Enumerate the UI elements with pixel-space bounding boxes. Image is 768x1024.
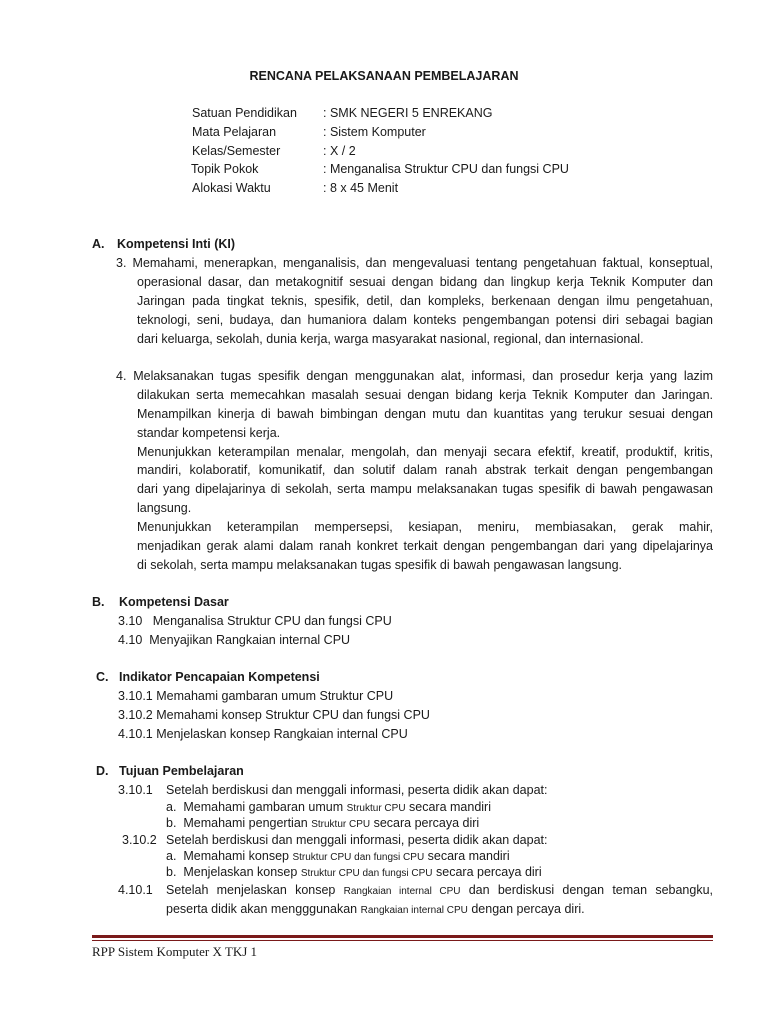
objective-subitem: [166, 865, 542, 879]
objective-text: [166, 883, 713, 897]
objective-text: [166, 902, 585, 916]
subitem-text: b. Memahami pengertian: [166, 816, 312, 830]
page-title: RENCANA PELAKSANAAN PEMBELAJARAN: [249, 69, 519, 83]
list-item: 3.10 Menganalisa Struktur CPU dan fungsi CPU: [118, 614, 392, 628]
identity-value: : SMK NEGERI 5 ENREKANG: [323, 106, 493, 120]
subitem-text: secara mandiri: [424, 849, 510, 863]
paragraph-line: dari yang dipelajarinya di sekolah, serta mampu melaksanakan tugas spesifik di bawah pengawasan: [137, 482, 713, 496]
objective-subitem: [166, 816, 479, 830]
objective-subitem: [166, 800, 491, 814]
paragraph-line: operasional dasar, dan metakognitif sesuai dengan bidang dan lingkup kerja Teknik Komputer dan: [137, 275, 713, 289]
identity-value: : Menganalisa Struktur CPU dan fungsi CPU: [323, 162, 569, 176]
identity-label: Satuan Pendidikan: [192, 106, 297, 120]
objective-number: 3.10.2: [122, 833, 157, 847]
paragraph-line: mandiri, kolaboratif, komunikatif, dan solutif dalam ranah abstrak terkait dengan pengembangan: [137, 463, 713, 477]
subitem-topic: Struktur CPU dan fungsi CPU: [292, 852, 425, 863]
section-c-heading: Indikator Pencapaian Kompetensi: [119, 670, 320, 684]
objective-number: 3.10.1: [118, 783, 153, 797]
subitem-topic: Struktur CPU dan fungsi CPU: [300, 868, 433, 879]
paragraph-line: menjadikan gerak alami dalam ranah konkret terkait dengan pengembangan dari yang dipelajarinya: [137, 539, 713, 553]
section-d-heading: Tujuan Pembelajaran: [119, 764, 244, 778]
objective-number: 4.10.1: [118, 883, 153, 897]
identity-value: : 8 x 45 Menit: [323, 181, 399, 195]
section-c-letter: C.: [96, 670, 109, 684]
footer-rule-thick: [92, 935, 713, 938]
subitem-text: b. Menjelaskan konsep: [166, 865, 301, 879]
paragraph-line: langsung.: [137, 501, 192, 515]
subitem-text: secara mandiri: [405, 800, 491, 814]
list-item: 4.10 Menyajikan Rangkaian internal CPU: [118, 633, 351, 647]
subitem-text: secara percaya diri: [432, 865, 542, 879]
paragraph-line: 4. Melaksanakan tugas spesifik dengan menggunakan alat, informasi, dan prosedur kerja yang lazim: [116, 369, 713, 383]
footer-rule-thin: [92, 940, 713, 941]
objective-topic: Rangkaian internal CPU: [343, 886, 461, 897]
objective-subitem: [166, 849, 510, 863]
paragraph-line: dilakukan serta memecahkan masalah sesuai dengan bidang kerja Teknik Komputer dan Jaringan.: [137, 388, 713, 402]
subitem-topic: Struktur CPU: [346, 803, 406, 814]
paragraph-line: Jaringan pada tingkat teknis, spesifik, detil, dan kompleks, berkenaan dengan ilmu pengetahuan,: [137, 294, 713, 308]
identity-label: Topik Pokok: [191, 162, 259, 176]
paragraph-line: teknologi, seni, budaya, dan humaniora dalam konteks pengembangan potensi diri sebagai bagian: [137, 313, 713, 327]
paragraph-line: standar kompetensi kerja.: [137, 426, 281, 440]
objective-fragment: Setelah menjelaskan konsep: [166, 883, 344, 897]
list-item: 3.10.1 Memahami gambaran umum Struktur CPU: [118, 689, 394, 703]
paragraph-line: Menampilkan kinerja di bawah bimbingan dengan mutu dan kuantitas yang terukur sesuai dengan: [137, 407, 713, 421]
identity-label: Kelas/Semester: [192, 144, 281, 158]
section-a-heading: Kompetensi Inti (KI): [117, 237, 236, 251]
identity-label: Mata Pelajaran: [192, 125, 277, 139]
objective-topic: Rangkaian internal CPU: [360, 905, 468, 916]
objective-fragment: peserta didik akan mengggunakan: [166, 902, 361, 916]
objective-text: Setelah berdiskusi dan menggali informasi, peserta didik akan dapat:: [166, 783, 548, 797]
subitem-text: secara percaya diri: [370, 816, 480, 830]
paragraph-line: 3. Memahami, menerapkan, menganalisis, dan mengevaluasi tentang pengetahuan faktual, konseptual,: [116, 256, 713, 270]
paragraph-line: dari keluarga, sekolah, dunia kerja, warga masyarakat nasional, regional, dan internasional.: [137, 332, 644, 346]
objective-text: Setelah berdiskusi dan menggali informasi, peserta didik akan dapat:: [166, 833, 548, 847]
section-b-heading: Kompetensi Dasar: [119, 595, 229, 609]
paragraph-line: di sekolah, serta mampu melaksanakan tugas spesifik di bawah pengawasan langsung.: [137, 558, 623, 572]
objective-fragment: dengan percaya diri.: [467, 902, 585, 916]
identity-value: : Sistem Komputer: [323, 125, 426, 139]
paragraph-line: Menunjukkan keterampilan mempersepsi, kesiapan, meniru, membiasakan, gerak mahir,: [137, 520, 713, 534]
identity-value: : X / 2: [323, 144, 356, 158]
section-d-letter: D.: [96, 764, 109, 778]
footer-text: RPP Sistem Komputer X TKJ 1: [92, 944, 258, 959]
objective-fragment: dan berdiskusi dengan teman sebangku,: [460, 883, 713, 897]
identity-label: Alokasi Waktu: [192, 181, 271, 195]
section-b-letter: B.: [92, 595, 105, 609]
subitem-text: a. Memahami gambaran umum: [166, 800, 347, 814]
subitem-text: a. Memahami konsep: [166, 849, 293, 863]
list-item: 3.10.2 Memahami konsep Struktur CPU dan fungsi CPU: [118, 708, 430, 722]
paragraph-line: Menunjukkan keterampilan menalar, mengolah, dan menyaji secara efektif, kreatif, produktif, kritis,: [137, 445, 713, 459]
section-a-letter: A.: [92, 237, 105, 251]
subitem-topic: Struktur CPU: [311, 819, 371, 830]
list-item: 4.10.1 Menjelaskan konsep Rangkaian internal CPU: [118, 727, 408, 741]
